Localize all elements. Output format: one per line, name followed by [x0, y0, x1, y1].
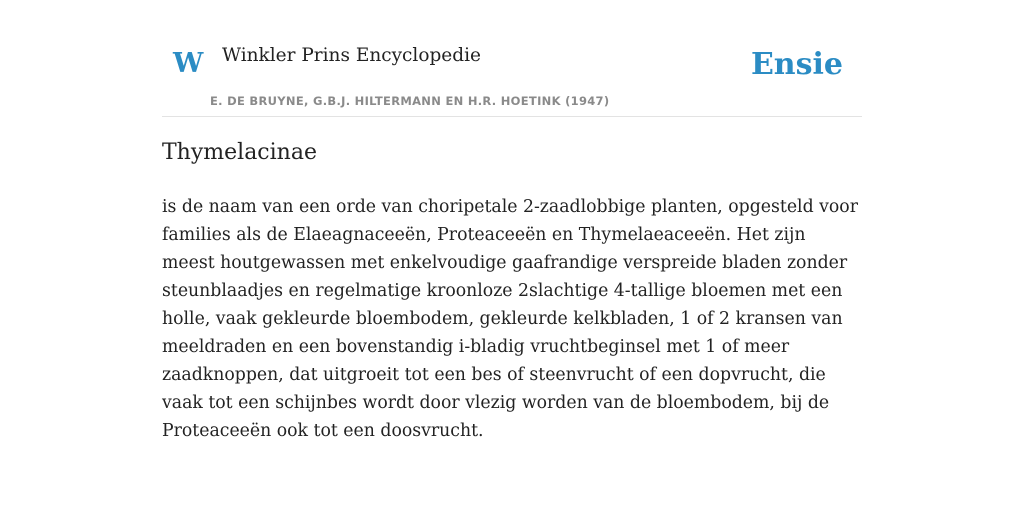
ensie-logo[interactable]: Ensie — [750, 47, 843, 82]
encyclopedia-page — [162, 0, 862, 441]
source-header — [162, 0, 862, 117]
entry-body: is de naam van een orde van choripetale 2-zaadlobbige planten, opgesteld voor families als de Elaeagnaceeën, Proteaceeën en Thymelaeaceeën. Het zijn meest houtgewassen met enkelvoudige gaafrandige verspreide bladen zonder steunblaadjes en regelmatige kroonloze 2slachtige 4-tallige bloemen met een holle, vaak gekleurde bloembodem, gekleurde kelkbladen, 1 of 2 kransen van meeldraden en een bovenstandig i-bladig vruchtbeginsel met 1 of meer zaadknoppen, dat uitgroeit tot een bes of steenvrucht of een dopvrucht, die vaak tot een schijnbes wordt door vlezig worden van de bloembodem, bij de Proteaceeën ook tot een doosvrucht. — [162, 197, 858, 441]
source-authors: E. DE BRUYNE, G.B.J. HILTERMANN EN H.R. HOETINK (1947) — [210, 94, 610, 108]
entry-title: Thymelacinae — [162, 140, 317, 165]
source-title[interactable]: Winkler Prins Encyclopedie — [222, 45, 481, 66]
winkler-prins-logo[interactable]: W — [173, 48, 204, 79]
